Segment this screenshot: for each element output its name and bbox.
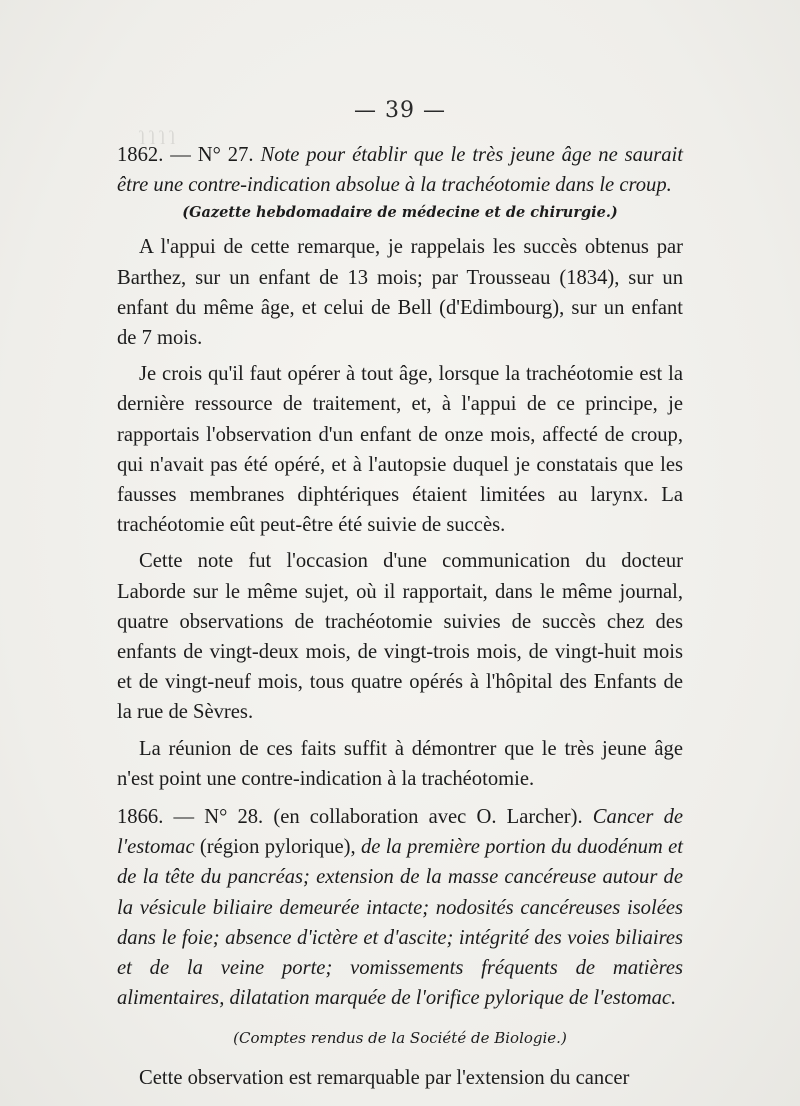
entry-28-heading <box>117 802 683 1013</box>
entry-27-source: (Gazette hebdomadaire de médecine et de chirurgie.) <box>182 204 618 222</box>
page-number: — 39 — <box>354 98 446 123</box>
entry-28-lead: 1866. — N° 28. (en collaboration avec O. Larcher). <box>117 806 583 829</box>
paragraph-1: A l'appui de cette remarque, je rappelais les succès obtenus par Barthez, sur un enfant de 13 mois; par Trousseau (1834), sur un enfant du même âge, et celui de Bell (d'Edimbourg), sur un enfant de 7 mois. <box>117 236 683 350</box>
entry-27-title: Note pour établir que le très jeune âge ne saurait être une contre-indication absolue à la trachéotomie dans le croup. <box>117 144 683 197</box>
entry-28-title-part1: Cancer de l'estomac <box>117 806 684 859</box>
entry-27-lead: 1862. — N° 27. <box>117 144 254 166</box>
entry-28-title-mid: (région pylorique), <box>199 836 356 859</box>
entry-28-source: (Comptes rendus de la Société de Biologie.) <box>233 1029 567 1048</box>
show-through-text: ſ ſ ſ ſ <box>140 128 176 149</box>
entry-27-heading <box>117 140 683 200</box>
paragraph-2: Je crois qu'il faut opérer à tout âge, lorsque la trachéotomie est la dernière ressource de traitement, et, à l'appui de ce principe, je rapportais l'observation d'un enfant de onze mois, affecté de croup, qui n'avait pas été opéré, et à l'autopsie duquel je constatais que les fausses membranes diphtériques étaient limitées au larynx. La trachéotomie eût peut-être été suivie de succès. <box>117 363 683 537</box>
paragraph-4: La réunion de ces faits suffit à démontrer que le très jeune âge n'est point une contre-indication à la trachéotomie. <box>117 737 683 790</box>
paragraph-3: Cette note fut l'occasion d'une communication du docteur Laborde sur le même sujet, où il rapportait, dans le même journal, quatre observations de trachéotomie suivies de succès chez des enfants de vingt-deux mois, de vingt-trois mois, de vingt-huit mois et de vingt-neuf mois, tous quatre opérés à l'hôpital des Enfants de la rue de Sèvres. <box>117 550 683 724</box>
paragraph-5: Cette observation est remarquable par l'extension du cancer <box>139 1067 630 1090</box>
entry-28-title-part2: de la première portion du duodénum et de la tête du pancréas; extension de la masse cancéreuse autour de la vésicule biliaire demeurée intacte; nodosités cancéreuses isolées dans le foie; absence d'ictère et d'ascite; intégrité des voies biliaires et de la veine porte; vomissements fréquents de matières alimentaires, dilatation marquée de l'orifice pylorique de l'estomac. <box>117 836 683 1010</box>
text-block <box>117 140 683 1094</box>
